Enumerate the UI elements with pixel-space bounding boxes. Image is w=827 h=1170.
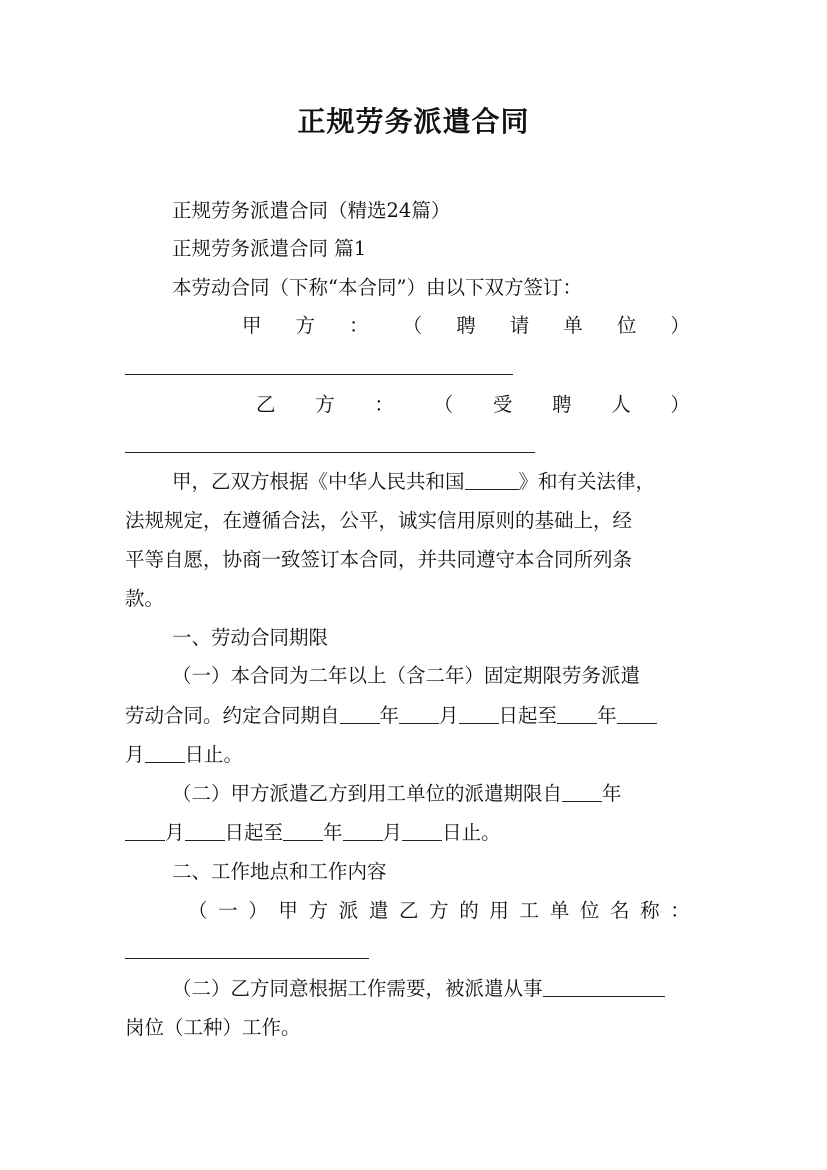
chapter-heading: 正规劳务派遣合同 篇1 (172, 237, 367, 260)
dispatch-text: （二）甲方派遣乙方到用工单位的派遣期限自 (172, 782, 563, 805)
employer-name-char: 方 (308, 899, 329, 922)
party-b-char: ： (374, 393, 394, 416)
employer-name-char: 用 (489, 899, 509, 922)
employer-name-char: 甲 (278, 899, 298, 922)
party-b-char: （ (433, 393, 454, 416)
dispatch-text: 月 (165, 821, 185, 844)
employer-name-char: 称 (640, 899, 660, 922)
basis-text: 》和有关法律， (518, 470, 656, 493)
employer-name-char: 遣 (368, 899, 389, 922)
start-year-blank (340, 703, 380, 724)
dispatch-text: 年 (323, 821, 343, 844)
end-month-blank (617, 703, 657, 724)
s2-item2-line-2: 岗位（工种）工作。 (125, 1016, 301, 1039)
party-a-char: （ (402, 314, 423, 337)
employer-name-char: 派 (338, 899, 359, 922)
basis-line-2: 法规规定，在遵循合法，公平，诚实信用原则的基础上，经 (125, 509, 633, 532)
party-b-line (256, 392, 690, 418)
party-a-line (242, 313, 690, 339)
term-text: 年 (597, 704, 617, 727)
party-a-char: 位 (616, 314, 637, 337)
term-text: 日止。 (184, 743, 244, 766)
dispatch-end-month-blank (343, 820, 383, 841)
start-month-blank (399, 703, 439, 724)
section-heading-work-place: 二、工作地点和工作内容 (172, 860, 387, 883)
party-a-blank (125, 374, 513, 375)
intro-paragraph: 本劳动合同（下称“本合同”）由以下双方签订： (172, 276, 582, 299)
document-subtitle: 正规劳务派遣合同（精选24篇） (172, 199, 451, 222)
term-text: 月 (125, 743, 145, 766)
party-a-char: 聘 (456, 314, 476, 337)
party-b-blank (125, 452, 535, 453)
section-heading-contract-term: 一、劳动合同期限 (172, 626, 329, 649)
party-a-char: 方 (295, 314, 316, 337)
employer-name-char: ） (248, 899, 268, 922)
term-text: 日起至 (498, 704, 558, 727)
dispatch-text: 日止。 (442, 821, 501, 844)
employer-name-char: 单 (549, 899, 570, 922)
basis-line-4: 款。 (125, 587, 165, 610)
basis-line-1 (172, 469, 655, 495)
party-b-char: ） (670, 393, 690, 416)
dispatch-text: 年 (602, 782, 622, 805)
start-day-blank (459, 703, 499, 724)
party-a-char: 单 (563, 314, 583, 337)
employer-name-blank (125, 958, 369, 959)
end-year-blank (557, 703, 597, 724)
dispatch-start-day-blank (185, 820, 225, 841)
s1-item1-line-2 (125, 703, 657, 729)
dispatch-text: 日起至 (224, 821, 284, 844)
post-text: （二）乙方同意根据工作需要，被派遣从事 (172, 977, 543, 1000)
employer-name-char: ： (670, 899, 690, 922)
employer-name-char: （ (188, 899, 208, 922)
s1-item1-line-3 (125, 742, 243, 768)
party-b-char: 人 (611, 393, 631, 416)
s1-item1-line-1: （一）本合同为二年以上（含二年）固定期限劳务派遣 (172, 664, 641, 687)
dispatch-text: 月 (382, 821, 403, 844)
employer-name-char: 位 (579, 899, 600, 922)
party-a-char: 甲 (242, 314, 262, 337)
basis-text: 甲，乙双方根据《中华人民共和国 (172, 470, 465, 493)
employer-name-char: 工 (519, 899, 540, 922)
employer-name-char: 的 (459, 899, 479, 922)
document-title: 正规劳务派遣合同 (297, 105, 530, 138)
party-b-char: 受 (492, 393, 513, 416)
employer-name-char: 方 (429, 899, 449, 922)
party-b-char: 聘 (552, 393, 572, 416)
dispatch-end-day-blank (402, 820, 442, 841)
basis-line-3: 平等自愿，协商一致签订本合同，并共同遵守本合同所列条 (125, 548, 633, 571)
party-b-char: 方 (315, 393, 335, 416)
term-text: 劳动合同。约定合同期自 (125, 704, 340, 727)
dispatch-end-year-blank (283, 820, 323, 841)
party-a-char: 请 (509, 314, 530, 337)
term-text: 年 (379, 704, 400, 727)
s2-item1-line (188, 898, 690, 924)
s2-item2-line-1 (172, 976, 665, 1002)
dispatch-start-year-blank (562, 781, 602, 802)
dispatch-start-month-blank (125, 820, 165, 841)
employer-name-char: 一 (218, 899, 238, 922)
law-name-blank (465, 469, 519, 490)
term-text: 月 (439, 704, 459, 727)
s1-item2-line-1 (172, 781, 622, 807)
party-a-char: ： (349, 314, 369, 337)
party-b-char: 乙 (256, 393, 276, 416)
employer-name-char: 名 (609, 899, 630, 922)
s1-item2-line-2 (125, 820, 501, 846)
end-day-blank (145, 742, 185, 763)
employer-name-char: 乙 (398, 899, 419, 922)
post-blank (543, 976, 665, 997)
party-a-char: ） (670, 314, 690, 337)
